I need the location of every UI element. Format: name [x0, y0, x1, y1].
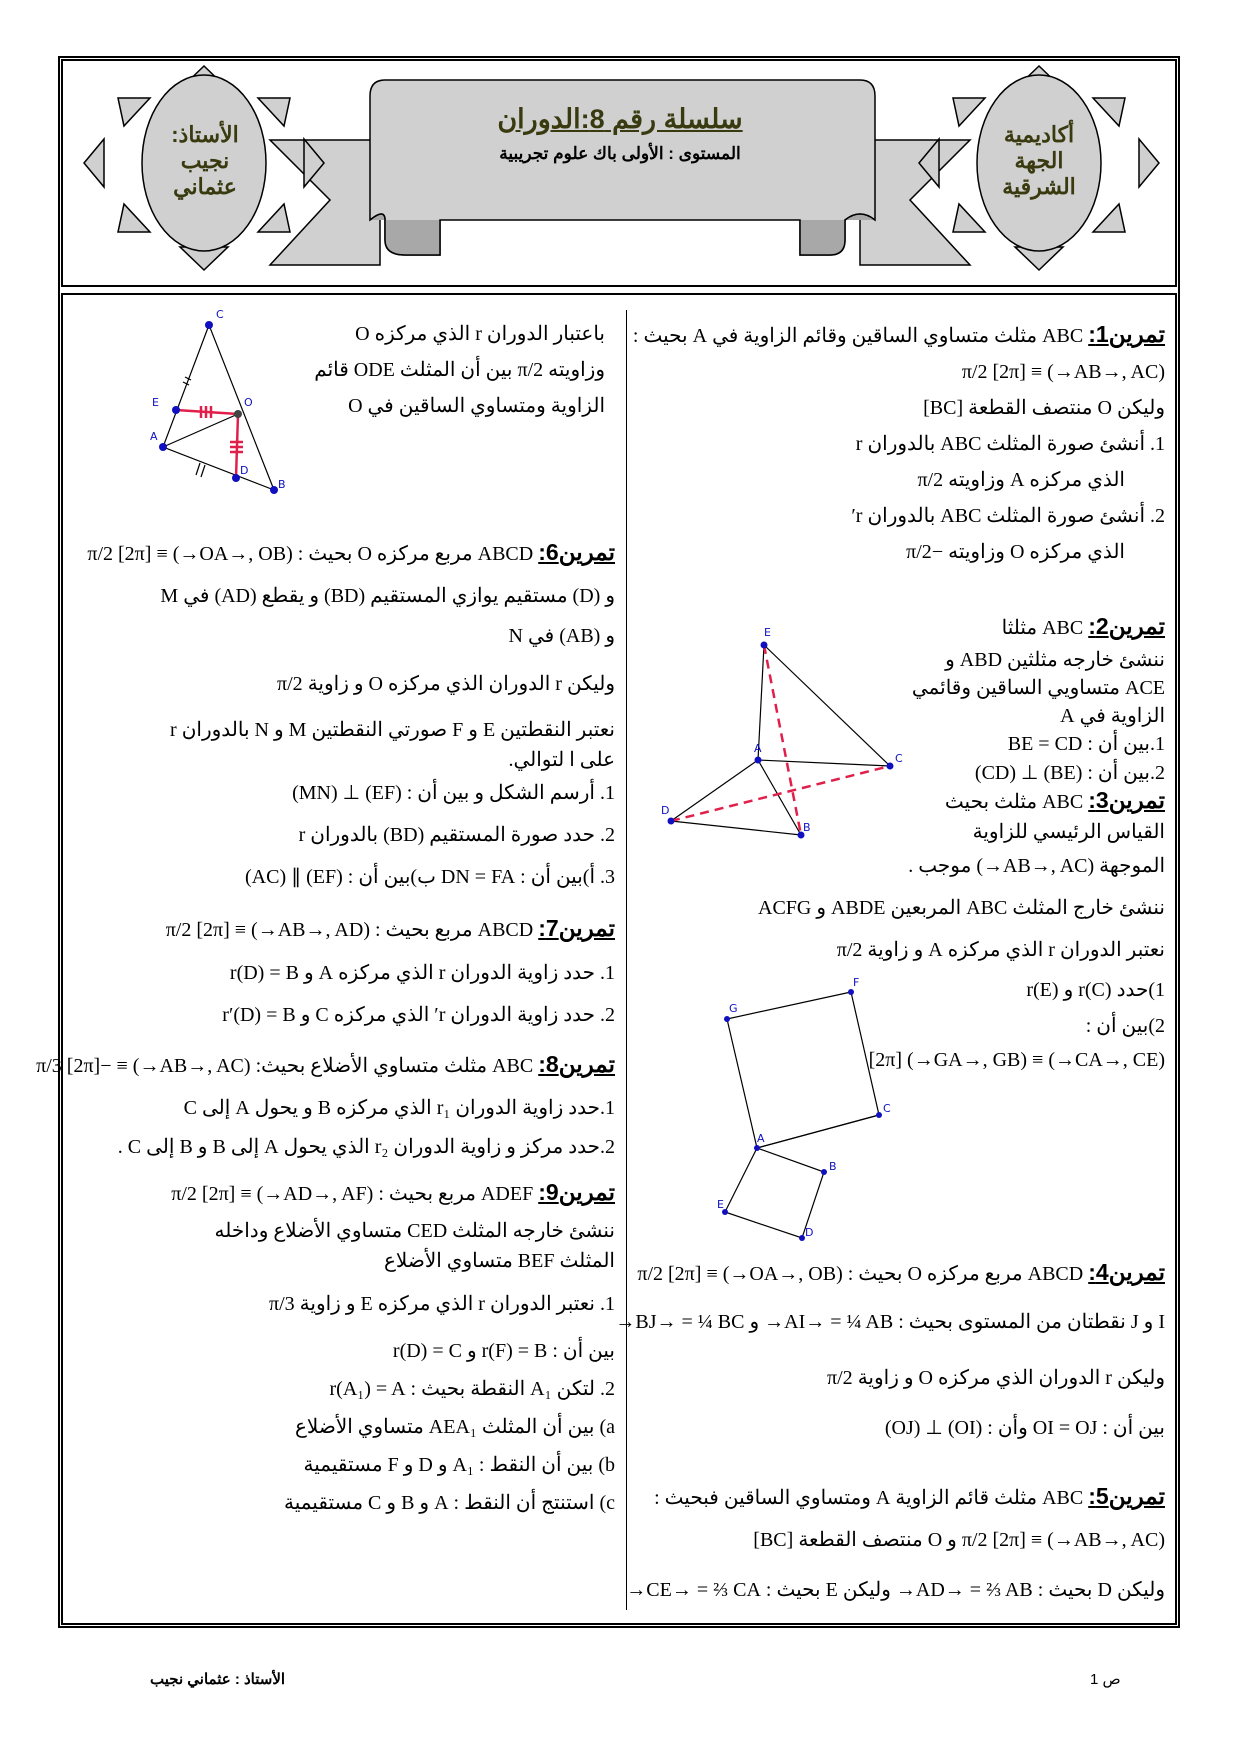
teacher-label: الأستاذ:	[171, 122, 239, 147]
exercise-line: ABC مثلث متساوي الساقين وقائم الزاوية في A بحيث :	[632, 325, 1084, 347]
exercise-title: تمرين4:	[1088, 1259, 1165, 1285]
exercise-line: نعتبر النقطتين E و F صورتي النقطتين M و N بالدوران r	[170, 719, 615, 741]
exercise-9	[80, 1170, 615, 1522]
exercise-title: تمرين7:	[538, 915, 615, 941]
exercise-title: تمرين3:	[1088, 787, 1165, 813]
exercise-line: الذي مركزه O وزاويته −π/2	[906, 541, 1125, 563]
figure-exercise-2	[659, 626, 909, 851]
point-label: D	[805, 1226, 814, 1239]
point-label: G	[729, 1002, 738, 1015]
exercise-line: 3. أ)بين أن : DN = FA ب)بين أن : (EF) ∥ (AC)	[244, 866, 615, 888]
exercise-line: المثلث BEF متساوي الأضلاع	[383, 1250, 615, 1272]
exercise-line: ABC مثلثا	[1001, 617, 1084, 639]
exercise-line: ننشئ خارجه المثلث CED متساوي الأضلاع وداخله	[214, 1220, 615, 1242]
footer-author: الأستاذ : عثماني نجيب	[150, 1671, 286, 1688]
exercise-line: وليكن D بحيث : AD→ = ⅔ AB→ وليكن E بحيث : CE→ = ⅔ CA→	[626, 1579, 1165, 1601]
point-label: C	[895, 752, 903, 765]
exercise-line: الموجهة (AB→, AC→) موجب .	[908, 855, 1165, 877]
exercise-line: الزاوية في A	[1060, 705, 1165, 727]
point-label: D	[240, 464, 249, 477]
exercise-line: ABCD مربع مركزه O بحيث : (OA→, OB→) ≡ π/2 [2π]	[637, 1263, 1084, 1285]
point-label: A	[150, 430, 158, 443]
page-number: ص 1	[1090, 1671, 1121, 1688]
exercise-line: بين أن : r(F) = B و r(D) = C	[392, 1340, 615, 1362]
exercise-line: 1. حدد زاوية الدوران r الذي مركزه A و r(D) = B	[229, 962, 615, 984]
point-label: B	[278, 478, 286, 491]
exercise-line: 2)بين أن :	[1085, 1015, 1165, 1037]
point-label: E	[764, 626, 771, 639]
exercise-line: c) استنتج أن النقط : A و B و C مستقيمية	[283, 1492, 615, 1514]
exercise-title: تمرين5:	[1088, 1483, 1165, 1509]
exercise-line: ABCD مربع بحيث : (AB→, AD→) ≡ π/2 [2π]	[165, 919, 534, 941]
exercise-title: تمرين8:	[538, 1051, 615, 1077]
exercise-line: I و J نقطتان من المستوى بحيث : AI→ = ¼ AB→ و BJ→ = ¼ BC→	[615, 1311, 1165, 1333]
exercise-line: و (D) مستقيم يوازي المستقيم (BD) و يقطع (AD) في M	[160, 585, 615, 607]
point-label: A	[757, 1132, 765, 1145]
exercise-5-continued	[310, 316, 605, 424]
figure-exercise-3	[709, 972, 909, 1257]
exercise-line: وليكن r الدوران الذي مركزه O و زاوية π/2	[827, 1367, 1165, 1389]
exercise-line: الزاوية ومتساوي الساقين في O	[348, 395, 605, 417]
exercise-line: وليكن r الدوران الذي مركزه O و زاوية π/2	[277, 673, 615, 695]
exercise-7	[80, 906, 615, 1036]
exercise-line: نعتبر الدوران r الذي مركزه A و زاوية π/2	[836, 939, 1165, 961]
point-label: E	[152, 396, 159, 409]
exercise-line: (AB→, AC→) ≡ π/2 [2π] و O منتصف القطعة [BC]	[753, 1529, 1165, 1551]
point-label: C	[883, 1102, 891, 1115]
point-label: F	[853, 976, 860, 989]
exercise-line: 2.بين أن : (BE) ⊥ (CD)	[974, 762, 1165, 784]
exercise-line: 1. نعتبر الدوران r الذي مركزه E و زاوية π/3	[269, 1293, 615, 1315]
exercise-line: ACE متساويي الساقين وقائمي	[911, 677, 1165, 699]
banner-right-wing	[860, 140, 970, 265]
exercise-line: ADEF مربع بحيث : (AD→, AF→) ≡ π/2 [2π]	[171, 1183, 534, 1205]
exercise-line: بين أن : OI = OJ وأن : (OI) ⊥ (OJ)	[884, 1417, 1165, 1439]
exercise-line: 1. أنشئ صورة المثلث ABC بالدوران r	[855, 433, 1165, 455]
exercise-8	[36, 1042, 615, 1166]
academy-line-1: أكاديمية	[1003, 122, 1075, 147]
exercise-2	[905, 608, 1165, 788]
exercise-line: ABC مثلث متساوي الأضلاع بحيث: (AB→, AC→) ≡ −π/3 [2π]	[36, 1055, 534, 1077]
point-label: C	[216, 310, 224, 321]
teacher-badge	[150, 122, 260, 200]
figure-triangle-ode	[150, 310, 310, 510]
exercise-line: 1.حدد زاوية الدوران r₁ الذي مركزه B و يحول A إلى C	[183, 1097, 615, 1119]
level-label: المستوى : الأولى باك علوم تجريبية	[499, 144, 741, 163]
exercise-line: (CA→, CE→) ≡ (GA→, GB→) [2π]	[868, 1049, 1165, 1071]
exercise-line: باعتبار الدوران r الذي مركزه O	[355, 323, 605, 345]
exercise-line: و (AB) في N	[508, 625, 615, 647]
academy-line-2: الجهة	[1014, 148, 1064, 173]
exercise-5	[625, 1476, 1165, 1618]
point-label: O	[244, 396, 253, 409]
exercise-line: 2. حدد زاوية الدوران r′ الذي مركزه C و r′(D) = B	[222, 1004, 615, 1026]
point-label: B	[803, 821, 811, 834]
exercise-line: 2.حدد مركز و زاوية الدوران r₂ الذي يحول A إلى B و B إلى C .	[117, 1136, 615, 1158]
exercise-line: 1)حدد r(C) و r(E)	[1026, 979, 1165, 1001]
exercise-line: b) بين أن النقط : A₁ و D و F مستقيمية	[303, 1454, 615, 1476]
exercise-line: 2. أنشئ صورة المثلث ABC بالدوران r′	[851, 505, 1165, 527]
point-label: A	[754, 742, 762, 755]
exercise-line: 1.بين أن : BE = CD	[1007, 733, 1165, 755]
exercise-line: ABC مثلث قائم الزاوية A ومتساوي الساقين فبحيث :	[654, 1487, 1084, 1509]
exercise-line: على ا لتوالي.	[508, 749, 615, 771]
exercise-6	[80, 530, 615, 898]
worksheet-title: سلسلة رقم 8:الدوران	[497, 104, 743, 134]
exercise-title: تمرين6:	[538, 539, 615, 565]
exercise-title: تمرين9:	[538, 1179, 615, 1205]
exercise-line: وليكن O منتصف القطعة [BC]	[923, 397, 1165, 419]
point-label: B	[829, 1160, 837, 1173]
exercise-line: ننشئ خارجه مثلثين ABD و	[945, 649, 1165, 671]
exercise-title: تمرين1:	[1088, 321, 1165, 347]
academy-badge	[984, 122, 1094, 200]
exercise-title: تمرين2:	[1088, 613, 1165, 639]
exercise-line: 2. حدد صورة المستقيم (BD) بالدوران r	[298, 824, 615, 846]
teacher-name-1: نجيب	[180, 148, 230, 173]
exercise-line: a) بين أن المثلث AEA₁ متساوي الأضلاع	[294, 1416, 615, 1438]
exercise-4	[615, 1252, 1165, 1450]
exercise-line: ننشئ خارج المثلث ABC المربعين ABDE و ACFG	[758, 897, 1165, 919]
academy-line-3: الشرقية	[1002, 174, 1076, 199]
banner-left-wing	[270, 140, 380, 265]
point-label: D	[661, 804, 670, 817]
exercise-line: 2. لتكن A₁ النقطة بحيث : r(A₁) = A	[329, 1378, 615, 1400]
teacher-name-2: عثماني	[173, 174, 237, 199]
exercise-line: ABC مثلث بحيث	[944, 791, 1084, 813]
exercise-line: وزاويته π/2 بين أن المثلث ODE قائم	[314, 359, 605, 381]
point-label: E	[717, 1198, 724, 1211]
exercise-1	[632, 316, 1165, 570]
exercise-line: القياس الرئيسي للزاوية	[972, 821, 1165, 843]
exercise-line: (AB→, AC→) ≡ π/2 [2π]	[961, 361, 1165, 383]
exercise-line: ABCD مربع مركزه O بحيث : (OA→, OB→) ≡ π/2 [2π]	[87, 543, 534, 565]
exercise-line: 1. أرسم الشكل و بين أن : (EF) ⊥ (MN)	[292, 782, 615, 804]
exercise-line: الذي مركزه A وزاويته π/2	[917, 469, 1125, 491]
